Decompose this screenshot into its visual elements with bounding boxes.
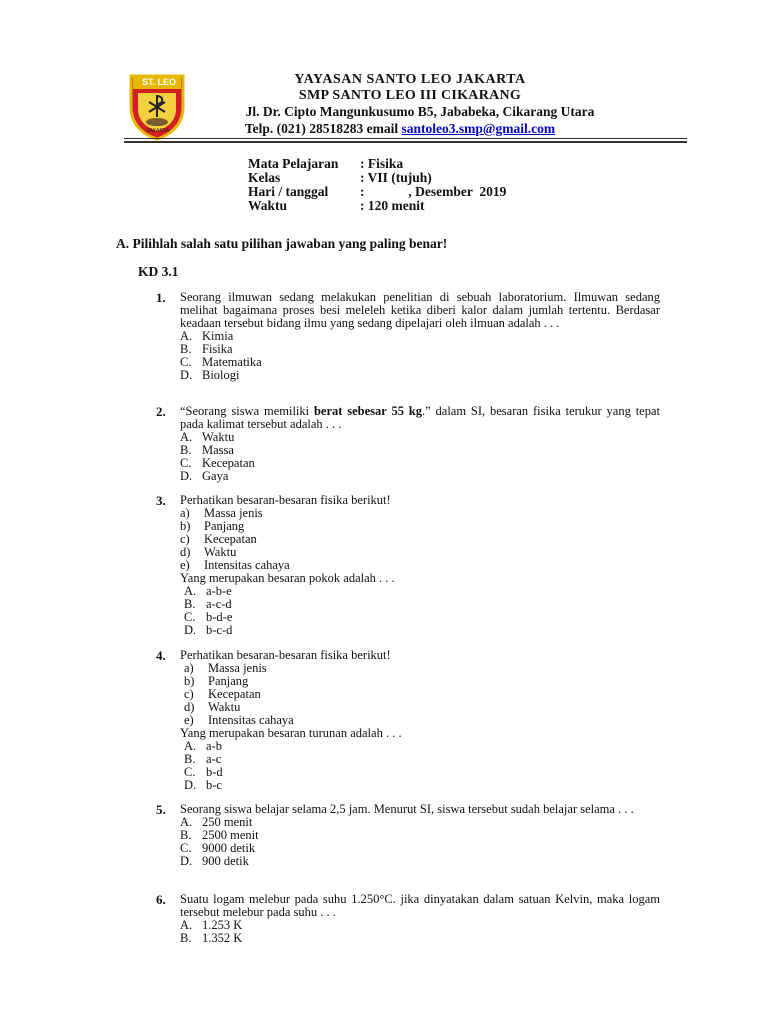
option-a[interactable]: A. a-b [184,739,222,753]
logo-top-text: ST. LEO [142,77,177,87]
list-item: b) Panjang [180,519,245,533]
option-b[interactable]: B. Massa [180,443,234,457]
option-c[interactable]: C. b-d [184,765,223,779]
school-address: Jl. Dr. Cipto Mangunkusumo B5, Jababeka, Cikarang Utara [245,104,595,119]
question-text: Perhatikan besaran-besaran fisika berikut! [180,648,391,662]
question-text: Seorang siswa belajar selama 2,5 jam. Menurut SI, siswa tersebut sudah belajar selama . . . [180,802,634,816]
school-name: SMP SANTO LEO III CIKARANG [298,88,522,103]
school-contact [150,121,650,137]
question-1: 1. Seorang ilmuwan sedang melakukan penelitian di sebuah laboratorium. Ilmuwan sedang melihat bagaimana proses besi meleleh ketika diberi kalor dalam jumlah tertentu. Berdasar keadaan tersebut bidang ilmu yang sedang dipelajari oleh ilmuan adalah . . . A. Kimia B. Fisika C. Matematika D. Biologi [156,290,660,382]
option-c[interactable]: C. Kecepatan [180,456,255,470]
question-3: 3. Perhatikan besaran-besaran fisika berikut! a) Massa jenis b) Panjang c) Kecepatan d) Waktu e) Intensitas cahaya Yang merupakan besaran pokok adalah . . . A. a-b-e B. a-c-d C. b-d-e D. b-c-d [160,494,660,637]
option-b[interactable]: B. a-c-d [184,597,232,611]
list-item: b) Panjang [184,674,249,688]
question-text: Suatu logam melebur pada suhu 1.250°C. jika dinyatakan dalam satuan Kelvin, maka logam tersebut melebur pada suhu . . . [180,892,660,919]
header-divider-thick [124,141,687,143]
list-item: c) Kecepatan [184,687,261,701]
list-item: d) Waktu [180,545,237,559]
option-b[interactable]: B. 2500 menit [180,828,259,842]
question-6: 6. Suatu logam melebur pada suhu 1.250°C. jika dinyatakan dalam satuan Kelvin, maka logam tersebut melebur pada suhu . . . A. 1.253 K B. 1.352 K [156,892,660,945]
foundation-name: YAYASAN SANTO LEO JAKARTA [294,72,526,87]
option-c[interactable]: C. Matematika [180,355,262,369]
list-item: a) Massa jenis [184,661,267,675]
section-title: A. Pilihlah salah satu pilihan jawaban yang paling benar! [116,236,448,251]
option-a[interactable]: A. a-b-e [184,584,232,598]
meta-time: Waktu : 120 menit [248,198,425,213]
question-prompt: Yang merupakan besaran turunan adalah . . . [180,726,402,740]
meta-subject: Mata Pelajaran : Fisika [248,156,404,171]
phone-text: Telp. (021) 28518283 email [244,121,402,136]
question-4: 4. Perhatikan besaran-besaran fisika berikut! a) Massa jenis b) Panjang c) Kecepatan d) Waktu e) Intensitas cahaya Yang merupakan besaran turunan adalah . . . A. a-b B. a-c C. b-d D. b-c [160,649,660,792]
option-a[interactable]: A. 250 menit [180,815,253,829]
option-d[interactable]: D. Biologi [180,368,240,382]
question-2: 2. “Seorang siswa memiliki berat sebesar 55 kg.” dalam SI, besaran fisika terukur yang tepat pada kalimat tersebut adalah . . . A. Waktu B. Massa C. Kecepatan D. Gaya [156,404,660,483]
option-c[interactable]: C. b-d-e [184,610,233,624]
option-a[interactable]: A. 1.253 K [180,918,243,932]
list-item: a) Massa jenis [180,506,263,520]
meta-class: Kelas : VII (tujuh) [248,170,432,185]
question-text: Seorang ilmuwan sedang melakukan penelitian di sebuah laboratorium. Ilmuwan sedang melihat bagaimana proses besi meleleh ketika diberi kalor dalam jumlah tertentu. Berdasar keadaan tersebut bidang ilmu yang sedang dipelajari oleh ilmuan adalah . . . [180,290,660,330]
option-b[interactable]: B. 1.352 K [180,931,243,945]
option-b[interactable]: B. Fisika [180,342,233,356]
header-divider [124,138,687,139]
list-item: c) Kecepatan [180,532,257,546]
option-d[interactable]: D. b-c-d [184,623,233,637]
option-b[interactable]: B. a-c [184,752,222,766]
question-text: Perhatikan besaran-besaran fisika berikut! [180,493,391,507]
list-item: e) Intensitas cahaya [184,713,294,727]
question-5: 5. Seorang siswa belajar selama 2,5 jam. Menurut SI, siswa tersebut sudah belajar selama . . . A. 250 menit B. 2500 menit C. 9000 detik D. 900 detik [160,803,660,868]
kd-label: KD 3.1 [138,264,179,279]
option-d[interactable]: D. 900 detik [180,854,249,868]
option-a[interactable]: A. Waktu [180,430,235,444]
logo-bottom-text: JAKARTA [147,128,170,134]
option-a[interactable]: A. Kimia [180,329,234,343]
question-text: “Seorang siswa memiliki berat sebesar 55 kg.” dalam SI, besaran fisika terukur yang tepat pada kalimat tersebut adalah . . . [180,404,660,431]
list-item: e) Intensitas cahaya [180,558,290,572]
list-item: d) Waktu [184,700,241,714]
email-link[interactable]: santoleo3.smp@gmail.com [401,121,556,136]
question-prompt: Yang merupakan besaran pokok adalah . . . [180,571,395,585]
option-c[interactable]: C. 9000 detik [180,841,256,855]
option-d[interactable]: D. Gaya [180,469,229,483]
meta-date: Hari / tanggal : , Desember 2019 [248,184,507,199]
option-d[interactable]: D. b-c [184,778,222,792]
